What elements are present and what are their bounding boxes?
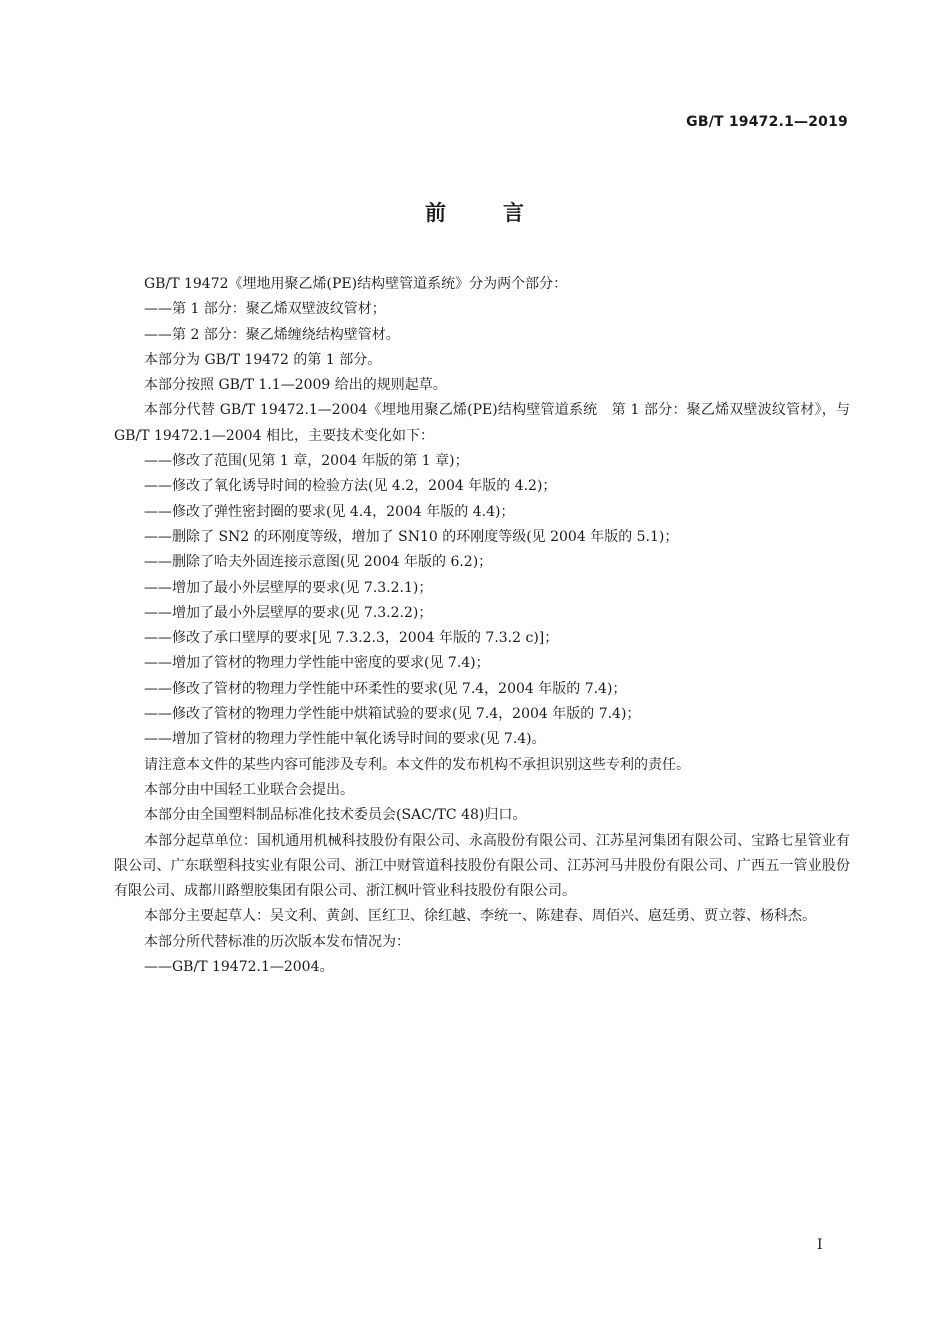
- paragraph: 本部分为 GB/T 19472 的第 1 部分。: [144, 351, 382, 368]
- paragraph: 本部分由中国轻工业联合会提出。: [144, 781, 354, 798]
- list-item: ——修改了弹性密封圈的要求(见 4.4，2004 年版的 4.4)；: [144, 503, 515, 520]
- list-item: ——增加了管材的物理力学性能中密度的要求(见 7.4)；: [144, 655, 490, 672]
- page-title: [0, 197, 950, 227]
- list-item: ——修改了管材的物理力学性能中环柔性的要求(见 7.4，2004 年版的 7.4)；: [144, 680, 627, 697]
- list-item: ——增加了管材的物理力学性能中氧化诱导时间的要求(见 7.4)。: [144, 731, 546, 748]
- paragraph: 请注意本文件的某些内容可能涉及专利。本文件的发布机构不承担识别这些专利的责任。: [144, 756, 690, 773]
- standard-number: GB/T 19472.1—2019: [686, 114, 848, 130]
- list-item: ——第 2 部分：聚乙烯缠绕结构壁管材。: [144, 326, 400, 343]
- list-item: ——删除了哈夫外固连接示意图(见 2004 年版的 6.2)；: [144, 554, 493, 571]
- paragraph: 本部分所代替标准的历次版本发布情况为：: [144, 933, 410, 950]
- paragraph: GB/T 19472《埋地用聚乙烯(PE)结构壁管道系统》分为两个部分：: [144, 276, 568, 292]
- list-item: ——增加了最小外层壁厚的要求(见 7.3.2.1)；: [144, 579, 433, 596]
- paragraph: 本部分主要起草人：吴文利、黄剑、匡红卫、徐红越、李统一、陈建春、周佰兴、扈廷勇、贾立蓉、杨科杰。: [144, 908, 816, 925]
- page-number: I: [817, 1237, 823, 1253]
- list-item: ——增加了最小外层壁厚的要求(见 7.3.2.2)；: [144, 604, 433, 621]
- paragraph: 本部分代替 GB/T 19472.1—2004《埋地用聚乙烯(PE)结构壁管道系统 第 1 部分：聚乙烯双壁波纹管材》，与 GB/T 19472.1—2004 相比，主要技术变化如下：: [114, 402, 850, 444]
- page-title-char-2: 言: [503, 201, 525, 225]
- paragraph: 本部分起草单位：国机通用机械科技股份有限公司、永高股份有限公司、江苏星河集团有限公司、宝路七星管业有限公司、广东联塑科技实业有限公司、浙江中财管道科技股份有限公司、江苏河马井股份有限公司、广西五一管业股份有限公司、成都川路塑胶集团有限公司、浙江枫叶管业科技股份有限公司。: [114, 832, 850, 900]
- list-item: ——GB/T 19472.1—2004。: [144, 959, 334, 976]
- list-item: ——删除了 SN2 的环刚度等级，增加了 SN10 的环刚度等级(见 2004 年版的 5.1)；: [144, 528, 679, 545]
- list-item: ——修改了范围(见第 1 章，2004 年版的第 1 章)；: [144, 453, 469, 470]
- document-body: [114, 272, 850, 980]
- paragraph: 本部分由全国塑料制品标准化技术委员会(SAC/TC 48)归口。: [144, 807, 527, 824]
- paragraph: 本部分按照 GB/T 1.1—2009 给出的规则起草。: [144, 377, 447, 394]
- list-item: ——第 1 部分：聚乙烯双壁波纹管材；: [144, 301, 386, 318]
- list-item: ——修改了氧化诱导时间的检验方法(见 4.2，2004 年版的 4.2)；: [144, 478, 557, 495]
- list-item: ——修改了承口壁厚的要求[见 7.3.2.3，2004 年版的 7.3.2 c)]；: [144, 630, 559, 647]
- list-item: ——修改了管材的物理力学性能中烘箱试验的要求(见 7.4，2004 年版的 7.4)；: [144, 706, 641, 723]
- page-title-char-1: 前: [425, 201, 447, 225]
